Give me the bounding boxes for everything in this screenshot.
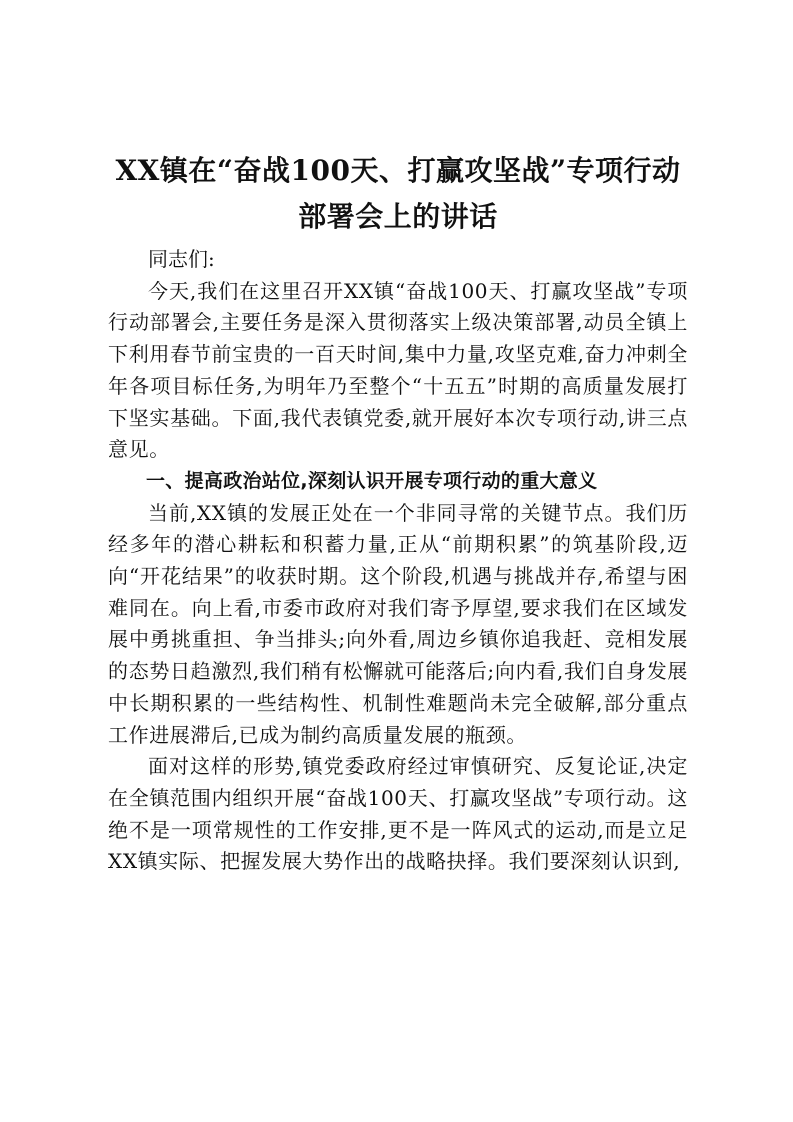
greeting: 同志们: [148,247,215,271]
section-heading-1: 一、提高政治站位,深刻认识开展专项行动的重大意义 [146,469,598,492]
document-page [108,148,688,878]
document-body [108,244,688,878]
paragraph-intro: 今天,我们在这里召开XX镇“奋战100天、打赢攻坚战”专项行动部署会,主要任务是深入贯彻落实上级决策部署,动员全镇上下利用春节前宝贵的一百天时间,集中力量,攻坚克难,奋力冲刺全年各项目标任务,为明年乃至整个“十五五”时期的高质量发展打下坚实基础。下面,我代表镇党委,就开展好本次专项行动,讲三点意见。 [108,278,688,462]
paragraph-situation: 当前,XX镇的发展正处在一个非同寻常的关键节点。我们历经多年的潜心耕耘和积蓄力量,正从“前期积累”的筑基阶段,迈向“开花结果”的收获时期。这个阶段,机遇与挑战并存,希望与困难同在。向上看,市委市政府对我们寄予厚望,要求我们在区域发展中勇挑重担、争当排头;向外看,周边乡镇你追我赶、竞相发展的态势日趋激烈,我们稍有松懈就可能落后;向内看,我们自身发展中长期积累的一些结构性、机制性难题尚未完全破解,部分重点工作进展滞后,已成为制约高质量发展的瓶颈。 [108,500,688,747]
paragraph-decision: 面对这样的形势,镇党委政府经过审慎研究、反复论证,决定在全镇范围内组织开展“奋战100天、打赢攻坚战”专项行动。这绝不是一项常规性的工作安排,更不是一阵风式的运动,而是立足XX镇实际、把握发展大势作出的战略抉择。我们要深刻认识到, [108,754,688,874]
document-title: XX镇在“奋战100天、打赢攻坚战”专项行动部署会上的讲话 [115,154,681,233]
